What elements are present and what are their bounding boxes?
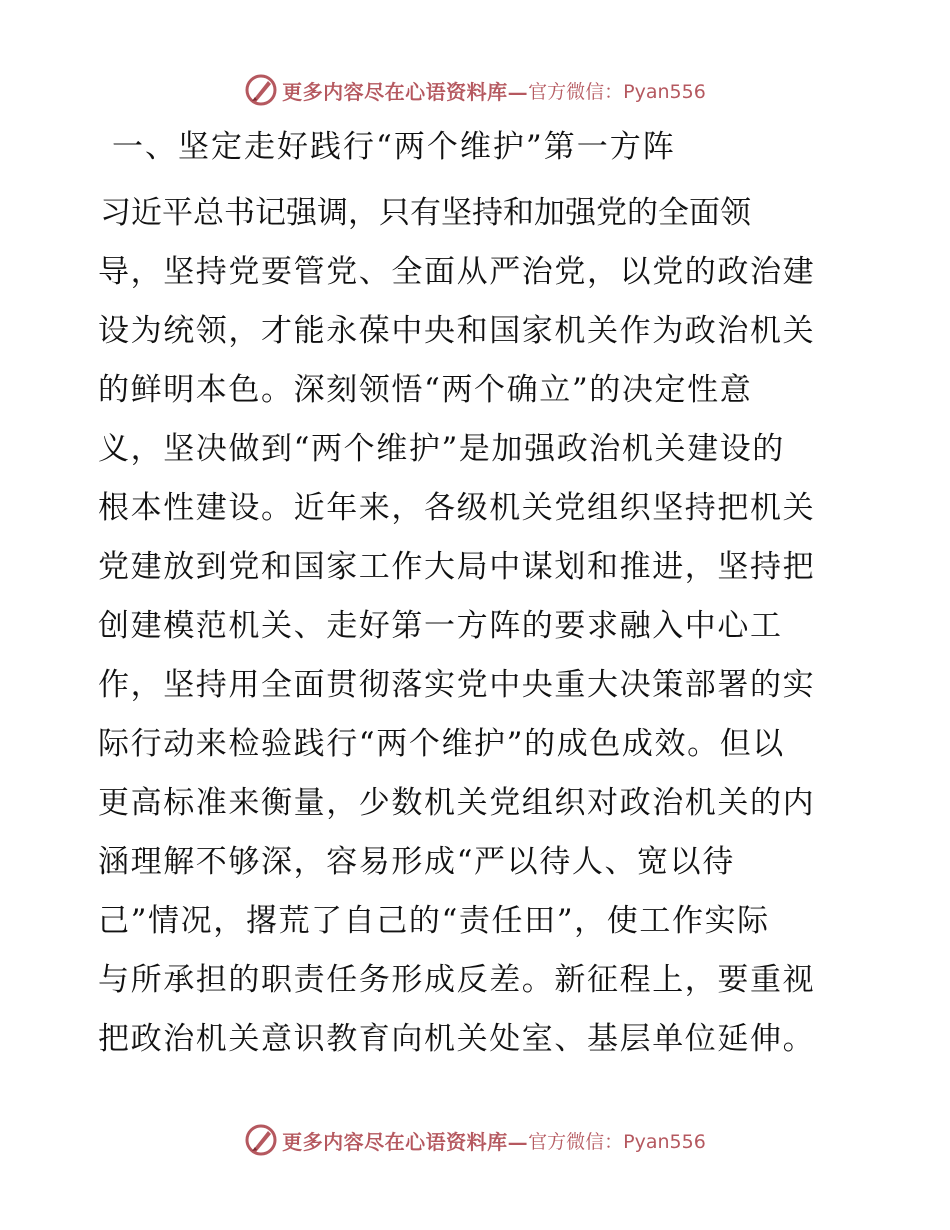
watermark-footer [0, 1120, 950, 1160]
text-line: 己”情况，撂荒了自己的“责任田”，使工作实际 [98, 903, 770, 939]
text-line: 把政治机关意识教育向机关处室、基层单位延伸。 [98, 1021, 816, 1057]
watermark-site-text: 更多内容尽在心语资料库— [282, 1129, 529, 1154]
text-line: 的鲜明本色。深刻领悟“两个确立”的决定性意 [98, 372, 753, 408]
text-line: 设为统领，才能永葆中央和国家机关作为政治机关 [98, 313, 816, 349]
watermark-wechat-text: 官方微信：Pyan556 [528, 80, 706, 103]
text-line: 创建模范机关、走好第一方阵的要求融入中心工 [98, 608, 783, 644]
text-line: 更高标准来衡量，少数机关党组织对政治机关的内 [98, 785, 816, 821]
text-line: 作，坚持用全面贯彻落实党中央重大决策部署的实 [98, 667, 816, 703]
watermark-site-text: 更多内容尽在心语资料库— [282, 79, 529, 104]
quill-pen-icon [244, 1123, 278, 1157]
section-heading: 一、坚定走好践行“两个维护”第一方阵 [112, 129, 676, 165]
quill-pen-icon [244, 73, 278, 107]
text-line: 党建放到党和国家工作大局中谋划和推进，坚持把 [98, 549, 816, 585]
watermark-header [0, 70, 950, 110]
text-line: 与所承担的职责任务形成反差。新征程上，要重视 [98, 962, 816, 998]
text-line: 导，坚持党要管党、全面从严治党，以党的政治建 [98, 254, 816, 290]
text-line: 际行动来检验践行“两个维护”的成色成效。但以 [98, 726, 785, 762]
watermark-wechat-text: 官方微信：Pyan556 [528, 1130, 706, 1153]
text-line: 义，坚决做到“两个维护”是加强政治机关建设的 [98, 431, 785, 467]
text-line: 涵理解不够深，容易形成“严以待人、宽以待 [98, 844, 735, 880]
text-line: 根本性建设。近年来，各级机关党组织坚持把机关 [98, 490, 816, 526]
text-line: 习近平总书记强调，只有坚持和加强党的全面领 [100, 195, 751, 231]
